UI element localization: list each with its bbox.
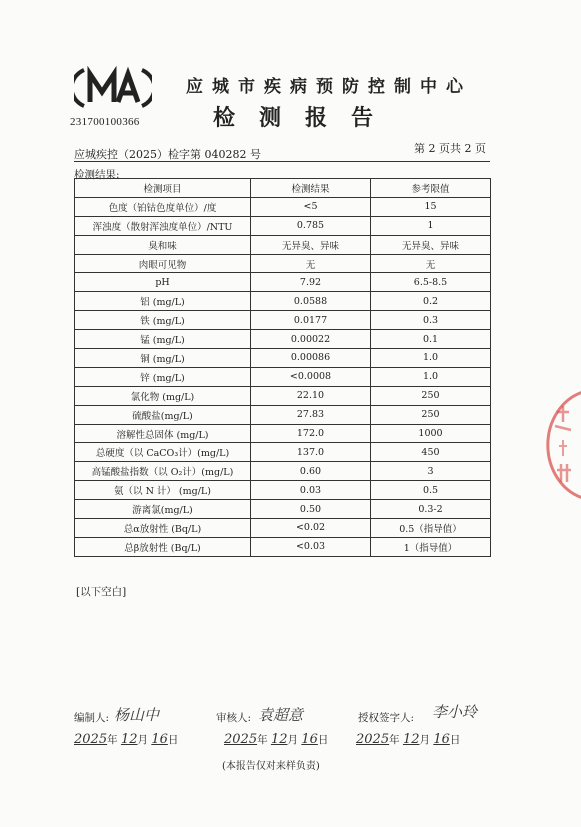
- approver-label: 授权签字人:: [358, 712, 415, 724]
- cell-limit: 0.1: [371, 330, 491, 349]
- cell-limit: 15: [371, 197, 491, 216]
- cell-item: 总α放射性 (Bq/L): [75, 519, 251, 538]
- cell-result: 无异臭、异味: [251, 235, 371, 254]
- compiler-label: 编制人:: [74, 712, 110, 724]
- cell-limit: 0.5: [371, 481, 491, 500]
- table-row: [75, 519, 491, 538]
- cell-result: <0.03: [251, 537, 371, 556]
- cell-result: 27.83: [251, 405, 371, 424]
- cell-item: 氯化物 (mg/L): [75, 386, 251, 405]
- approve-date: 2025年 12月 16日: [356, 732, 461, 747]
- table-row: [75, 292, 491, 311]
- cell-item: pH: [75, 273, 251, 292]
- reviewer-signature: 袁超意: [258, 706, 304, 724]
- cell-limit: 0.2: [371, 292, 491, 311]
- cell-limit: 250: [371, 405, 491, 424]
- cell-result: 0.50: [251, 500, 371, 519]
- cell-limit: 0.5（指导值）: [371, 519, 491, 538]
- table-row: [75, 349, 491, 368]
- cell-result: 无: [251, 254, 371, 273]
- cell-result: 0.00086: [251, 349, 371, 368]
- cell-result: 22.10: [251, 386, 371, 405]
- cell-limit: 450: [371, 443, 491, 462]
- cell-item: 锌 (mg/L): [75, 367, 251, 386]
- column-header-result: 检测结果: [251, 179, 371, 198]
- cell-limit: 无: [371, 254, 491, 273]
- cell-result: 137.0: [251, 443, 371, 462]
- cell-item: 肉眼可见物: [75, 254, 251, 273]
- cell-result: 7.92: [251, 273, 371, 292]
- cell-result: <5: [251, 197, 371, 216]
- cell-result: 0.03: [251, 481, 371, 500]
- table-row: [75, 500, 491, 519]
- cert-number: 231700100366: [70, 116, 140, 128]
- compiler-signature: 杨山中: [114, 706, 160, 724]
- cell-limit: 1.0: [371, 367, 491, 386]
- header-divider: [74, 161, 490, 162]
- cell-item: 总β放射性 (Bq/L): [75, 537, 251, 556]
- compile-date: 2025年 12月 16日: [74, 732, 179, 747]
- cma-logo: [74, 64, 152, 112]
- cell-limit: 无异臭、异味: [371, 235, 491, 254]
- blank-below-note: [以下空白]: [76, 586, 127, 598]
- table-row: [75, 235, 491, 254]
- table-row: [75, 330, 491, 349]
- cell-limit: 0.3: [371, 311, 491, 330]
- cell-item: 色度（铂钴色度单位）/度: [75, 197, 251, 216]
- cell-item: 总硬度（以 CaCO₃计）(mg/L): [75, 443, 251, 462]
- table-header-row: [75, 179, 491, 198]
- official-seal: [543, 390, 581, 500]
- results-label: 检测结果:: [74, 169, 120, 181]
- cell-limit: 1（指导值）: [371, 537, 491, 556]
- report-title: 检测报告: [213, 105, 398, 131]
- cell-item: 铝 (mg/L): [75, 292, 251, 311]
- table-row: [75, 216, 491, 235]
- cell-limit: 0.3-2: [371, 500, 491, 519]
- cell-limit: 6.5-8.5: [371, 273, 491, 292]
- table-row: [75, 424, 491, 443]
- table-row: [75, 367, 491, 386]
- cell-result: 172.0: [251, 424, 371, 443]
- table-row: [75, 405, 491, 424]
- cell-result: <0.02: [251, 519, 371, 538]
- cell-item: 铁 (mg/L): [75, 311, 251, 330]
- cell-result: 0.00022: [251, 330, 371, 349]
- cell-result: 0.785: [251, 216, 371, 235]
- footer-note: (本报告仅对来样负责): [222, 761, 320, 772]
- cell-item: 硫酸盐(mg/L): [75, 405, 251, 424]
- cell-limit: 1: [371, 216, 491, 235]
- table-row: [75, 462, 491, 481]
- cell-result: 0.0177: [251, 311, 371, 330]
- cell-result: 0.60: [251, 462, 371, 481]
- cell-limit: 250: [371, 386, 491, 405]
- cell-item: 浑浊度（散射浑浊度单位）/NTU: [75, 216, 251, 235]
- cell-result: <0.0008: [251, 367, 371, 386]
- cell-limit: 1.0: [371, 349, 491, 368]
- table-row: [75, 254, 491, 273]
- table-row: [75, 386, 491, 405]
- review-date: 2025年 12月 16日: [224, 732, 329, 747]
- cell-item: 铜 (mg/L): [75, 349, 251, 368]
- results-table: [74, 178, 491, 557]
- approver-signature: 李小玲: [432, 703, 478, 721]
- reviewer-label: 审核人:: [216, 712, 252, 724]
- cell-item: 高锰酸盐指数（以 O₂计）(mg/L): [75, 462, 251, 481]
- table-row: [75, 273, 491, 292]
- column-header-item: 检测项目: [75, 179, 251, 198]
- table-row: [75, 443, 491, 462]
- table-row: [75, 537, 491, 556]
- cell-result: 0.0588: [251, 292, 371, 311]
- table-row: [75, 311, 491, 330]
- organization-name: 应城市疾病预防控制中心: [186, 77, 472, 97]
- column-header-limit: 参考限值: [371, 179, 491, 198]
- cell-item: 溶解性总固体 (mg/L): [75, 424, 251, 443]
- table-row: [75, 197, 491, 216]
- page-indicator: 第 2 页共 2 页: [414, 142, 486, 155]
- cell-item: 锰 (mg/L): [75, 330, 251, 349]
- cell-limit: 3: [371, 462, 491, 481]
- cell-limit: 1000: [371, 424, 491, 443]
- table-row: [75, 481, 491, 500]
- cell-item: 氨（以 N 计） (mg/L): [75, 481, 251, 500]
- cell-item: 臭和味: [75, 235, 251, 254]
- report-number: 应城疾控（2025）检字第 040282 号: [74, 148, 261, 161]
- cell-item: 游离氯(mg/L): [75, 500, 251, 519]
